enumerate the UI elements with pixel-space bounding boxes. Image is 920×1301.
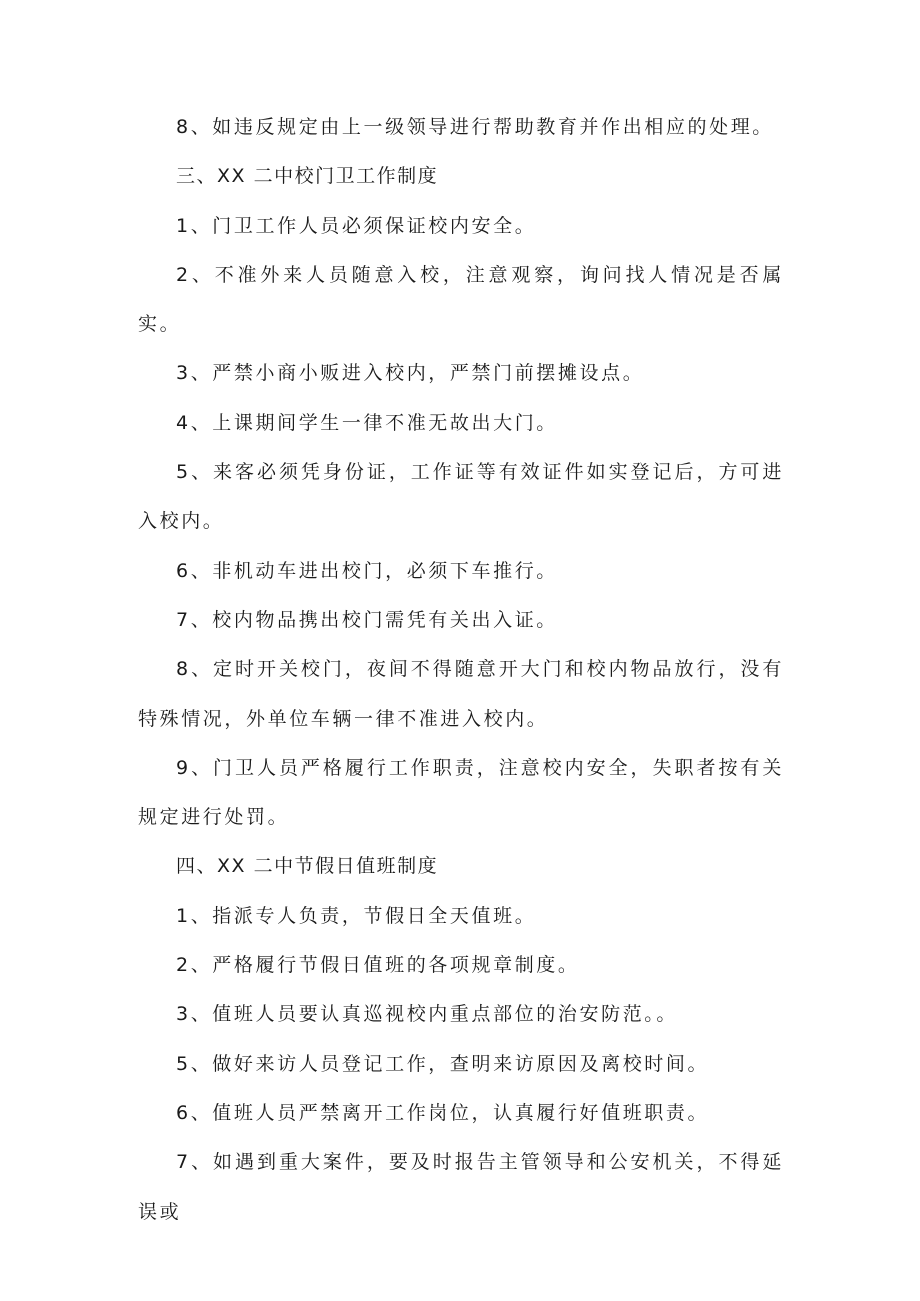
paragraph-14: 5、做好来访人员登记工作，查明来访原因及离校时间。	[176, 1052, 710, 1075]
paragraph-16: 7、如遇到重大案件，要及时报告主管领导和公安机关，不得延误或	[138, 1151, 784, 1223]
paragraph-10: 9、门卫人员严格履行工作职责，注意校内安全，失职者按有关规定进行处罚。	[138, 756, 784, 829]
paragraph-4: 3、严禁小商小贩进入校内，严禁门前摆摊设点。	[176, 362, 645, 385]
paragraph-1: 8、如违反规定由上一级领导进行帮助教育并作出相应的处理。	[176, 116, 774, 138]
document-body	[138, 103, 784, 1237]
paragraph-15: 6、值班人员严禁离开工作岗位，认真履行好值班职责。	[176, 1101, 710, 1124]
paragraph-5: 4、上课期间学生一律不准无故出大门。	[176, 411, 558, 434]
paragraph-3: 2、不准外来人员随意入校，注意观察，询问找人情况是否属实。	[138, 263, 784, 336]
paragraph-2: 1、门卫工作人员必须保证校内安全。	[176, 214, 537, 237]
paragraph-11: 1、指派专人负责，节假日全天值班。	[176, 904, 537, 927]
paragraph-8: 7、校内物品携出校门需凭有关出入证。	[176, 608, 558, 631]
paragraph-9: 8、定时开关校门，夜间不得随意开大门和校内物品放行，没有特殊情况，外单位车辆一律不准进入校内。	[138, 658, 784, 730]
section-heading-3: 三、XX 二中校门卫工作制度	[176, 165, 439, 188]
section-heading-4: 四、XX 二中节假日值班制度	[176, 855, 439, 878]
paragraph-6: 5、来客必须凭身份证，工作证等有效证件如实登记后，方可进入校内。	[138, 461, 784, 533]
paragraph-12: 2、严格履行节假日值班的各项规章制度。	[176, 954, 580, 977]
paragraph-7: 6、非机动车进出校门，必须下车推行。	[176, 559, 558, 582]
paragraph-13: 3、值班人员要认真巡视校内重点部位的治安防范。。	[176, 1003, 678, 1026]
